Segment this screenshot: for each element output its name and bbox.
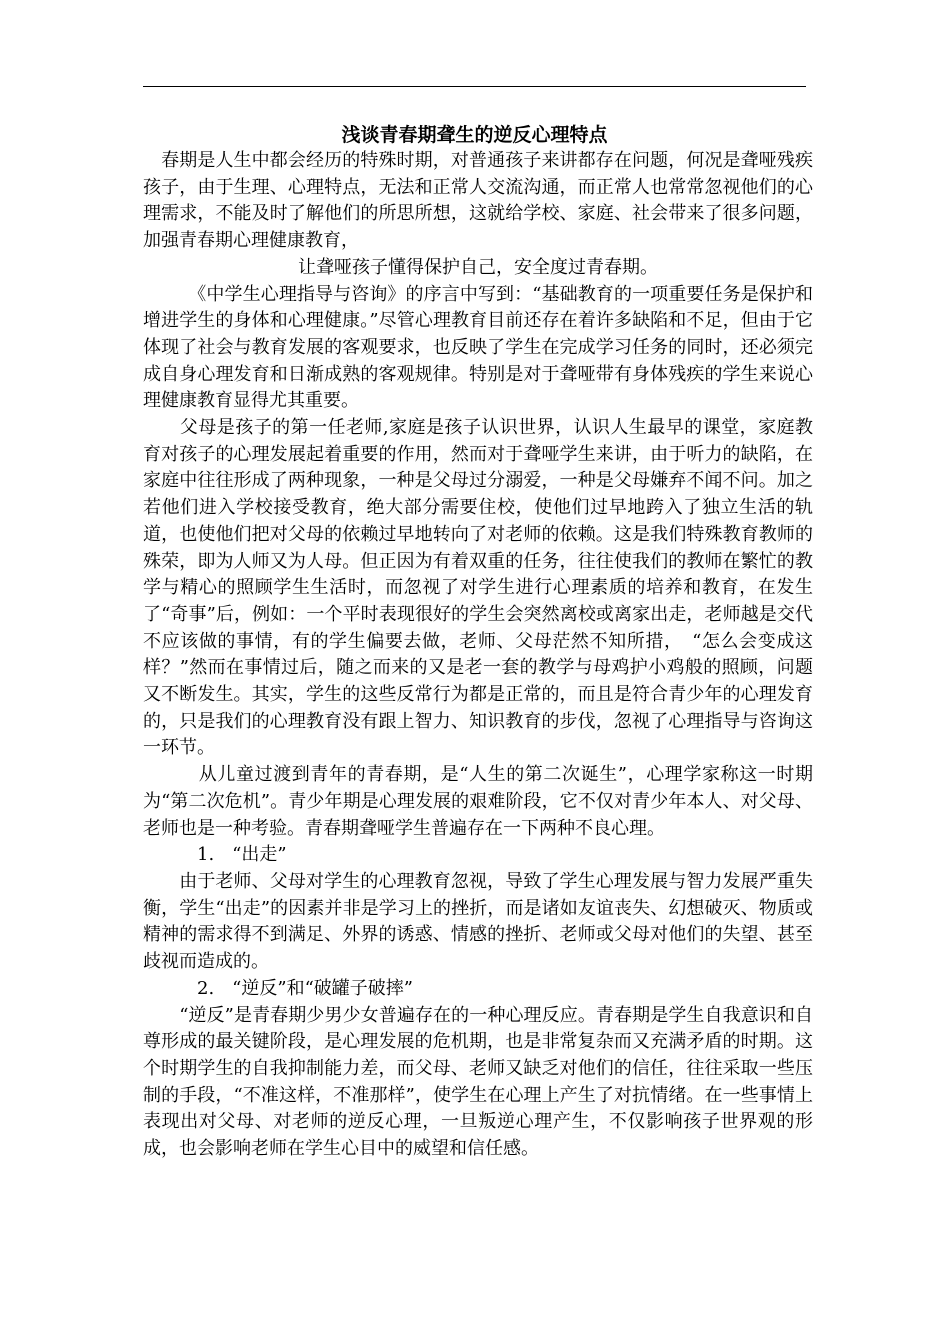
- heading-item-1: 1. “出走”: [143, 844, 287, 866]
- paragraph-intro: 春期是人生中都会经历的特殊时期，对普通孩子来讲都存在问题，何况是聋哑残疾孩子，由于生理、心理特点，无法和正常人交流沟通，而正常人也常常忽视他们的心理需求，不能及时了解他们的所思所想，这就给学校、家庭、社会带来了很多问题，加强青春期心理健康教育，: [143, 150, 813, 252]
- paragraph-item-2: “逆反”是青春期少男少女普遍存在的一种心理反应。青春期是学生自我意识和自尊形成的最关键阶段，是心理发展的危机期，也是非常复杂而又充满矛盾的时期。这个时期学生的自我抑制能力差，而父母、老师又缺乏对他们的信任，往往采取一些压制的手段，“不准这样，不准那样”，使学生在心理上产生了对抗情绪。在一些事情上表现出对父母、对老师的逆反心理，一旦叛逆心理产生，不仅影响孩子世界观的形成，也会影响老师在学生心目中的威望和信任感。: [143, 1004, 813, 1160]
- paragraph-quote: 《中学生心理指导与咨询》的序言中写到：“基础教育的一项重要任务是保护和增进学生的身体和心理健康。”尽管心理教育目前还存在着许多缺陷和不足，但由于它体现了社会与教育发展的客观要求，也反映了学生在完成学习任务的同时，还必须完成自身心理发育和日渐成熟的客观规律。特别是对于聋哑带有身体残疾的学生来说心理健康教育显得尤其重要。: [143, 283, 813, 412]
- paragraph-item-1: 由于老师、父母对学生的心理教育忽视，导致了学生心理发展与智力发展严重失衡，学生“出走”的因素并非是学习上的挫折，而是诸如友谊丧失、幻想破灭、物质或精神的需求得不到满足、外界的诱惑、情感的挫折、老师或父母对他们的失望、甚至歧视而造成的。: [143, 870, 813, 973]
- paragraph-family: 父母是孩子的第一任老师,家庭是孩子认识世界，认识人生最早的课堂，家庭教育对孩子的心理发展起着重要的作用，然而对于聋哑学生来讲，由于听力的缺陷，在家庭中往往形成了两种现象，一种是父母过分溺爱，一种是父母嫌弃不闻不问。加之若他们进入学校接受教育，绝大部分需要住校，使他们过早地跨入了独立生活的轨道，也使他们把对父母的依赖过早地转向了对老师的依赖。这是我们特殊教育教师的殊荣，即为人师又为人母。但正因为有着双重的任务，往往使我们的教师在繁忙的教学与精心的照顾学生生活时，而忽视了对学生进行心理素质的培养和教育，在发生了“奇事”后，例如：一个平时表现很好的学生会突然离校或离家出走，老师越是交代不应该做的事情，有的学生偏要去做，老师、父母茫然不知所措， “怎么会变成这样？”然而在事情过后，随之而来的又是老一套的教学与母鸡护小鸡般的照顾，问题又不断发生。其实，学生的这些反常行为都是正常的，而且是符合青少年的心理发育的，只是我们的心理教育没有跟上智力、知识教育的步伐，忽视了心理指导与咨询这一环节。: [143, 417, 813, 759]
- document-body: [143, 148, 813, 1163]
- paragraph-intro-closing: 让聋哑孩子懂得保护自己，安全度过青春期。: [298, 256, 658, 278]
- document-title: 浅谈青春期聋生的逆反心理特点: [341, 124, 608, 146]
- heading-item-2: 2. “逆反”和“破罐子破摔”: [143, 977, 413, 999]
- header-rule: [143, 86, 806, 87]
- paragraph-adolescence: 从儿童过渡到青年的青春期，是“人生的第二次诞生”，心理学家称这一时期为“第二次危机”。青少年期是心理发展的艰难阶段，它不仅对青少年本人、对父母、老师也是一种考验。青春期聋哑学生普遍存在一下两种不良心理。: [143, 764, 813, 839]
